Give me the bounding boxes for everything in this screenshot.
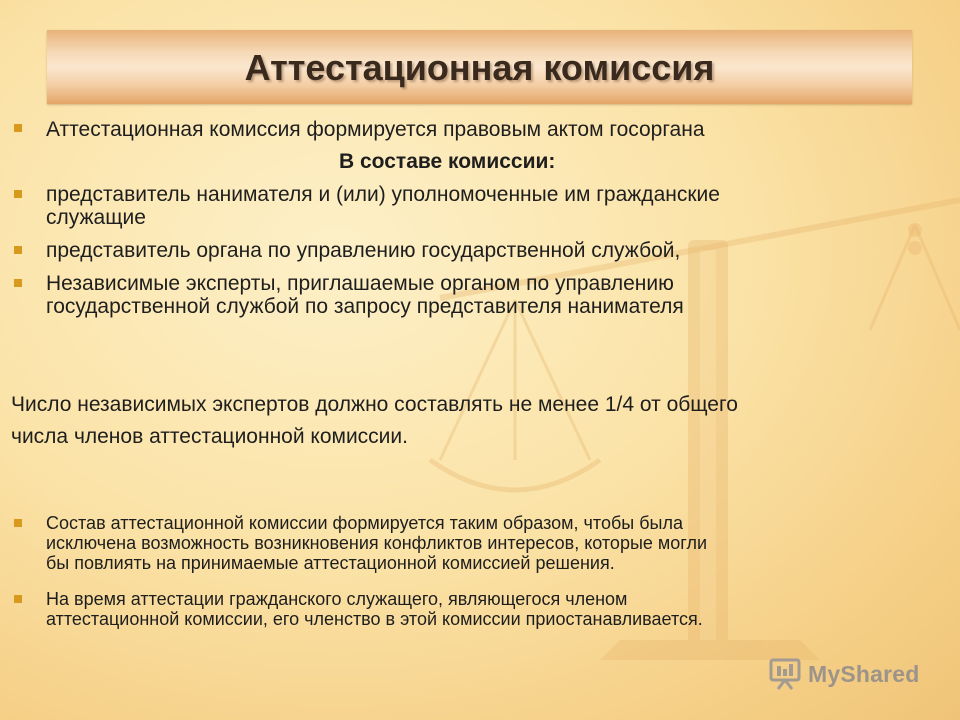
bullet-text-independent-experts-1: Независимые эксперты, приглашаемые органом по управлению — [46, 272, 674, 295]
page-title: Аттестационная комиссия — [244, 47, 715, 88]
bullet-marker — [14, 595, 22, 603]
presentation-board-icon — [768, 658, 802, 690]
bullet-text-conflict-3: бы повлиять на принимаемые аттестационной комиссией решения. — [46, 553, 615, 573]
bullet-text-suspension-1: На время аттестации гражданского служащего, являющегося членом — [46, 589, 628, 609]
bullet-marker — [14, 279, 22, 287]
bullet-text-employer-representative-1: представитель нанимателя и (или) уполномоченные им гражданские — [46, 183, 720, 206]
bullet-text-employer-representative-2: служащие — [46, 206, 146, 229]
title-banner — [47, 30, 912, 104]
bullet-marker — [14, 519, 22, 527]
bullet-marker — [14, 246, 22, 254]
bullet-marker — [14, 124, 22, 132]
myshared-logo — [768, 658, 920, 690]
bullet-marker — [14, 190, 22, 198]
bullet-text-conflict-1: Состав аттестационной комиссии формируется таким образом, чтобы была — [46, 513, 683, 533]
bullet-text-formation: Аттестационная комиссия формируется правовым актом госоргана — [46, 118, 705, 141]
bullet-text-independent-experts-2: государственной службой по запросу представителя нанимателя — [46, 295, 684, 318]
bullet-text-suspension-2: аттестационной комиссии, его членство в этой комиссии приостанавливается. — [46, 609, 703, 629]
experts-quota-line-2: числа членов аттестационной комиссии. — [11, 425, 408, 448]
bullet-text-civil-service-body: представитель органа по управлению государственной службой, — [46, 239, 681, 262]
members-subheading: В составе комиссии: — [339, 150, 556, 173]
bullet-text-conflict-2: исключена возможность возникновения конфликтов интересов, которые могли — [46, 533, 708, 553]
experts-quota-line-1: Число независимых экспертов должно составлять не менее 1/4 от общего — [11, 393, 738, 416]
watermark-text: MyShared — [808, 660, 920, 687]
